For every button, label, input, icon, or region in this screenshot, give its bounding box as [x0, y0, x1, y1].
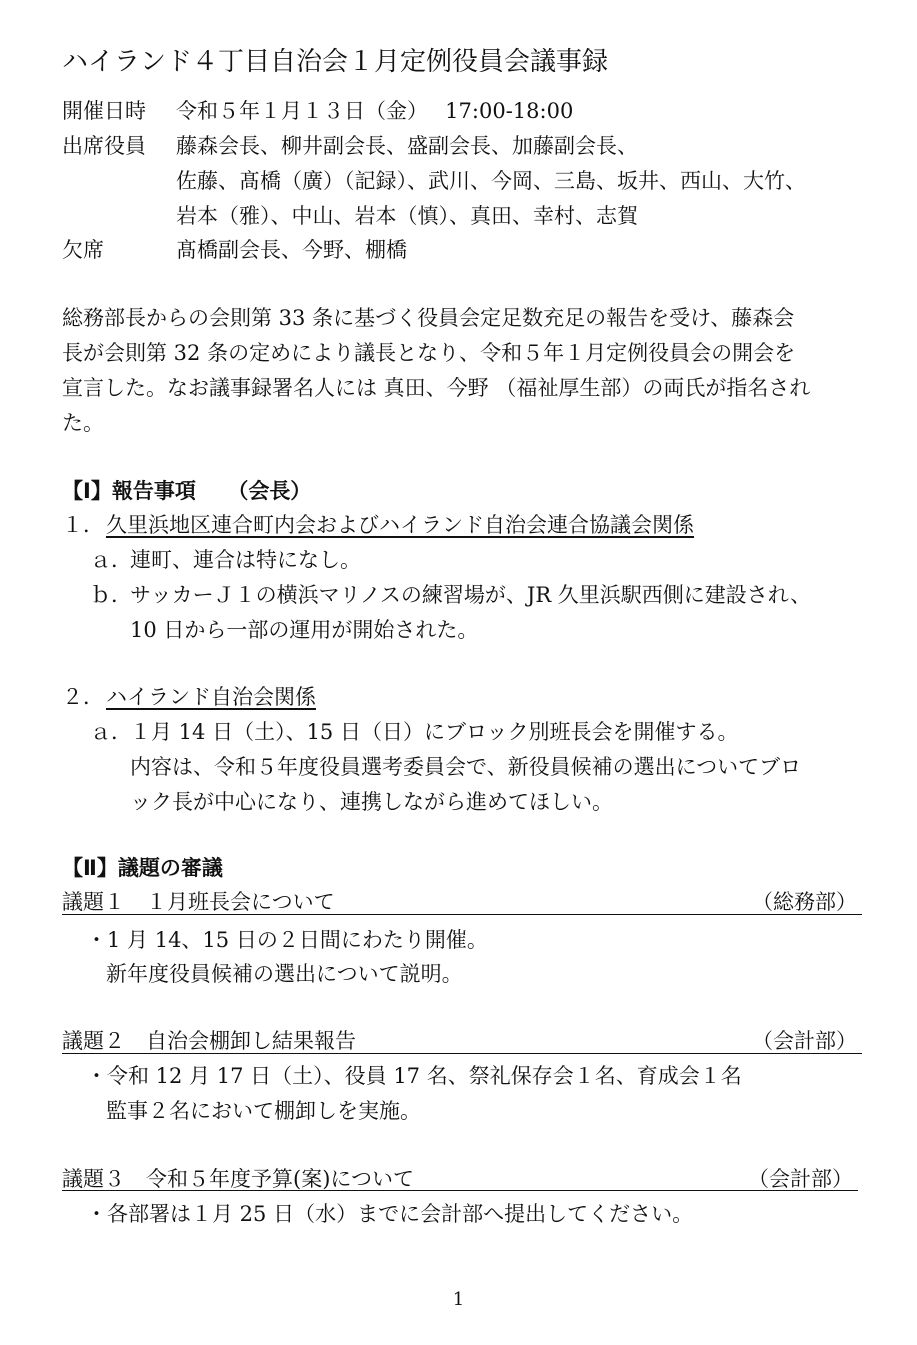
date-value: 令和５年１月１３日（金） 17:00-18:00 [176, 99, 574, 123]
absent-value: 髙橋副会長、今野、棚橋 [176, 238, 407, 262]
agenda-title: 議題３ 令和５年度予算(案)について [62, 1167, 414, 1191]
attendees-line: 佐藤、髙橋（廣）（記録）、武川、今岡、三島、坂井、西山、大竹、 [176, 169, 806, 193]
item1-b-line: 10 日から一部の運用が開始された。 [130, 618, 479, 642]
agenda-dept: （総務部） [752, 890, 857, 914]
agenda-rule [62, 1053, 862, 1054]
intro-line: 総務部長からの会則第 33 条に基づく役員会定足数充足の報告を受け、藤森会 [62, 306, 795, 330]
agenda-line: ・1 月 14、15 日の２日間にわたり開催。 [86, 928, 488, 952]
agenda-rule [62, 914, 862, 915]
date-label: 開催日時 [62, 99, 146, 123]
item1-a-text: 連町、連合は特になし。 [130, 548, 361, 572]
agenda-line: ・各部署は１月 25 日（水）までに会計部へ提出してください。 [86, 1202, 694, 1226]
intro-line: 長が会則第 32 条の定めにより議長となり、令和５年１月定例役員会の開会を [62, 341, 796, 365]
page-number: 1 [452, 1289, 465, 1310]
absent-label: 欠席 [62, 238, 104, 262]
agenda-rule [62, 1190, 858, 1191]
agenda-line: 新年度役員候補の選出について説明。 [106, 962, 463, 986]
item1-title: 久里浜地区連合町内会およびハイランド自治会連合協議会関係 [106, 513, 694, 537]
item2-a-line: 内容は、令和５年度役員選考委員会で、新役員候補の選出についてブロ [130, 755, 802, 779]
item1-b-marker: ｂ． [90, 583, 132, 607]
item1-b-line: サッカーＪ１の横浜マリノスの練習場が、JR 久里浜駅西側に建設され、 [130, 583, 812, 607]
item2-a-line: １月 14 日（土）、15 日（日）にブロック別班長会を開催する。 [130, 720, 739, 744]
agenda-dept: （会計部） [752, 1029, 857, 1053]
section2-heading: 【Ⅱ】議題の審議 [62, 856, 223, 880]
item1-number: １． [62, 513, 104, 537]
item1-a-marker: ａ． [90, 548, 132, 572]
agenda-dept: （会計部） [748, 1167, 853, 1191]
item2-title: ハイランド自治会関係 [106, 685, 316, 709]
agenda-line: ・令和 12 月 17 日（土）、役員 17 名、祭礼保存会１名、育成会１名 [86, 1064, 742, 1088]
agenda-title: 議題２ 自治会棚卸し結果報告 [62, 1029, 356, 1053]
attendees-line: 岩本（雅）、中山、岩本（慎）、真田、幸村、志賀 [176, 204, 638, 228]
agenda-line: 監事２名において棚卸しを実施。 [106, 1099, 421, 1123]
item2-number: ２． [62, 685, 104, 709]
attendees-line: 藤森会長、柳井副会長、盛副会長、加藤副会長、 [176, 134, 638, 158]
document-title: ハイランド４丁目自治会１月定例役員会議事録 [62, 47, 609, 77]
agenda-title: 議題１ １月班長会について [62, 890, 335, 914]
section1-heading: 【Ⅰ】報告事項 （会長） [62, 479, 312, 503]
intro-line: 宣言した。なお議事録署名人には 真田、今野 （福祉厚生部）の両氏が指名され [62, 376, 811, 400]
intro-line: た。 [62, 411, 104, 435]
item2-a-line: ック長が中心になり、連携しながら進めてほしい。 [130, 790, 613, 814]
item2-a-marker: ａ． [90, 720, 132, 744]
attendees-label: 出席役員 [62, 134, 146, 158]
